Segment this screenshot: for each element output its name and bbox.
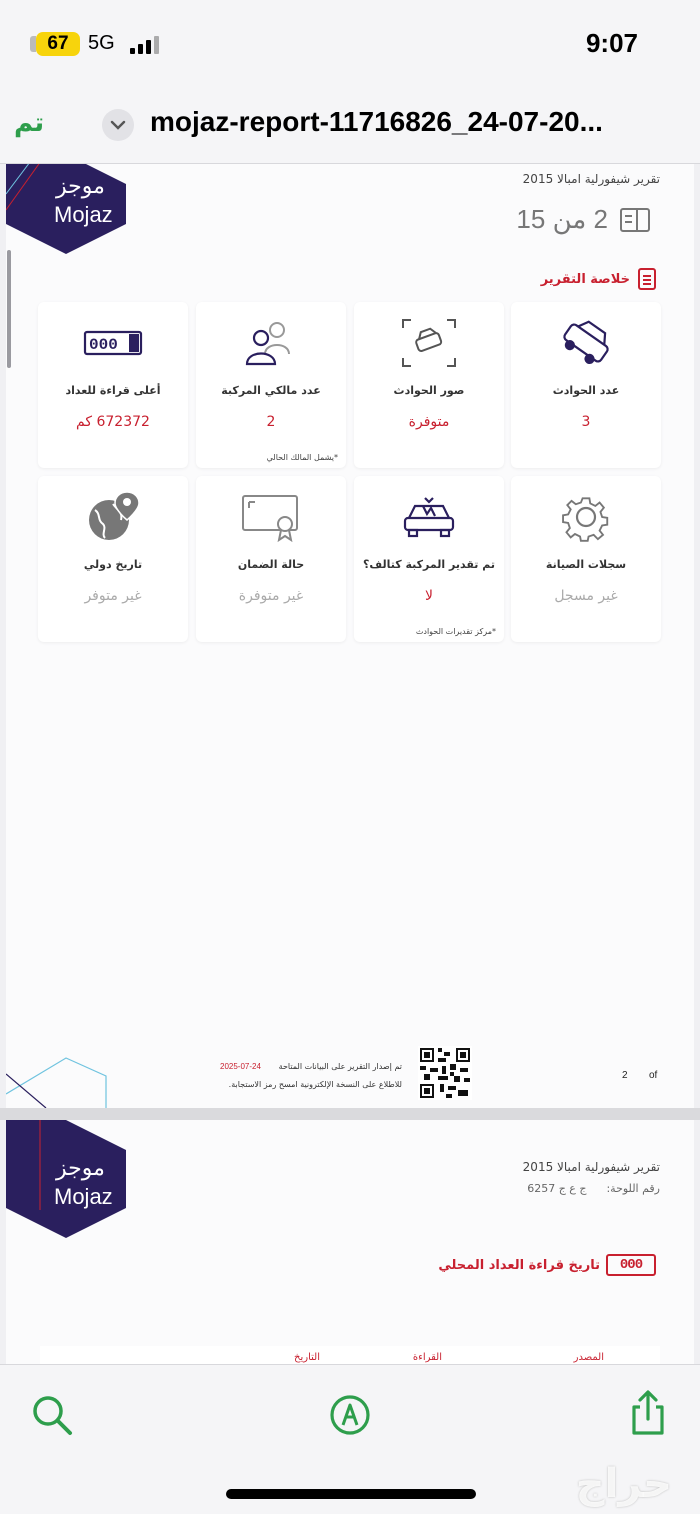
card-value: 672372 كم xyxy=(76,414,150,430)
plate-row xyxy=(527,1182,660,1195)
card-accident-photos xyxy=(354,302,504,468)
column-header-reading: القراءة xyxy=(412,1352,442,1363)
done-button[interactable]: تم xyxy=(14,108,45,138)
card-total-loss xyxy=(354,476,504,642)
title-menu-button[interactable] xyxy=(102,109,134,141)
issued-date: 2025-07-24 xyxy=(220,1062,261,1071)
report-summary-icon xyxy=(638,268,656,290)
card-owners-count xyxy=(196,302,346,468)
damaged-car-icon xyxy=(399,490,459,544)
plate-label: رقم اللوحة: xyxy=(606,1182,660,1195)
card-label: عدد الحوادث xyxy=(552,384,620,397)
network-label: 5G xyxy=(88,32,115,54)
svg-text:000: 000 xyxy=(89,336,118,354)
search-button[interactable] xyxy=(30,1393,74,1437)
card-label: عدد مالكي المركبة xyxy=(221,384,321,397)
globe-pin-icon xyxy=(83,490,143,544)
card-label: حالة الضمان xyxy=(237,558,305,571)
nav-bar xyxy=(0,90,700,164)
logo-english: Mojaz xyxy=(54,202,113,227)
odometer-icon xyxy=(83,316,143,370)
signal-icon xyxy=(130,36,160,54)
watermark: حراج xyxy=(575,1461,672,1507)
card-label: تاريخ دولي xyxy=(83,558,143,571)
qr-code xyxy=(418,1046,472,1100)
issued-text: تم إصدار التقرير على البيانات المتاحة xyxy=(278,1062,402,1071)
plate-value: ج ع ج 6257 xyxy=(527,1182,587,1195)
card-value: لا xyxy=(425,588,433,604)
card-note: *يشمل المالك الحالي xyxy=(266,453,338,462)
page-indicator-icon xyxy=(620,208,650,232)
logo-arabic: موجز xyxy=(56,174,105,199)
card-label: صور الحوادث xyxy=(393,384,465,397)
mojaz-logo xyxy=(6,164,126,254)
card-value: 2 xyxy=(266,414,276,430)
page-number: 2 xyxy=(622,1070,628,1081)
section-title: تاريخ قراءة العداد المحلي xyxy=(438,1257,600,1273)
card-maintenance-records xyxy=(511,476,661,642)
card-label: سجلات الصيانة xyxy=(545,558,627,571)
page-total: 15 xyxy=(516,204,546,234)
column-header-date: التاريخ xyxy=(294,1352,320,1363)
report-page xyxy=(6,164,694,1108)
certificate-icon xyxy=(241,490,301,544)
document-viewer[interactable] xyxy=(0,164,700,1364)
status-bar xyxy=(0,0,700,90)
card-value: متوفرة xyxy=(408,414,450,430)
card-accidents-count xyxy=(511,302,661,468)
bottom-toolbar xyxy=(0,1364,700,1514)
card-value: غير مسجل xyxy=(554,588,618,604)
page-separator-bar xyxy=(0,1108,700,1120)
card-value: غير متوفر xyxy=(84,588,142,604)
page-separator: من xyxy=(552,204,587,234)
section-header xyxy=(541,268,656,290)
card-label: تم تقدير المركبة كتالف؟ xyxy=(363,558,495,571)
share-icon xyxy=(626,1389,670,1437)
card-label: أعلى قراءة للعداد xyxy=(65,384,161,397)
column-header-source: المصدر xyxy=(573,1352,604,1363)
gear-icon xyxy=(556,490,616,544)
odometer-table-header xyxy=(40,1346,660,1364)
card-warranty-status xyxy=(196,476,346,642)
home-indicator[interactable] xyxy=(226,1489,476,1499)
clock: 9:07 xyxy=(585,28,638,58)
owners-icon xyxy=(241,316,301,370)
search-icon xyxy=(30,1393,74,1437)
page-of-label: of xyxy=(649,1070,658,1081)
accident-photo-icon xyxy=(399,316,459,370)
markup-button[interactable] xyxy=(328,1393,372,1437)
chevron-down-icon xyxy=(110,119,126,131)
footer-decoration xyxy=(6,1054,116,1108)
card-value: 3 xyxy=(581,414,591,430)
logo-arabic: موجز xyxy=(56,1156,105,1181)
card-international-history xyxy=(38,476,188,642)
share-button[interactable] xyxy=(626,1389,670,1433)
mojaz-logo xyxy=(6,1120,126,1240)
battery-indicator: 67 xyxy=(36,32,80,56)
page-current: 2 xyxy=(593,204,608,234)
card-max-odometer xyxy=(38,302,188,468)
report-title: تقرير شيفورلية امبالا 2015 xyxy=(522,172,660,186)
card-value: غير متوفرة xyxy=(238,588,304,604)
crashed-car-icon xyxy=(556,316,616,370)
odometer-icon: 000 xyxy=(606,1254,656,1276)
document-title[interactable]: mojaz-report-11716826_24-07-20... xyxy=(150,106,603,137)
page-indicator xyxy=(516,204,608,235)
report-page xyxy=(6,1120,694,1364)
section-header xyxy=(438,1254,656,1276)
card-note: *مركز تقديرات الحوادث xyxy=(415,627,496,636)
logo-english: Mojaz xyxy=(54,1184,113,1209)
section-title: خلاصة التقرير xyxy=(540,271,630,287)
scan-text: للاطلاع على النسخة الإلكترونية امسح رمز الاستجابة. xyxy=(228,1080,402,1089)
markup-pen-icon xyxy=(328,1393,372,1437)
scroll-indicator[interactable] xyxy=(7,250,11,368)
report-title: تقرير شيفورلية امبالا 2015 xyxy=(522,1160,660,1174)
